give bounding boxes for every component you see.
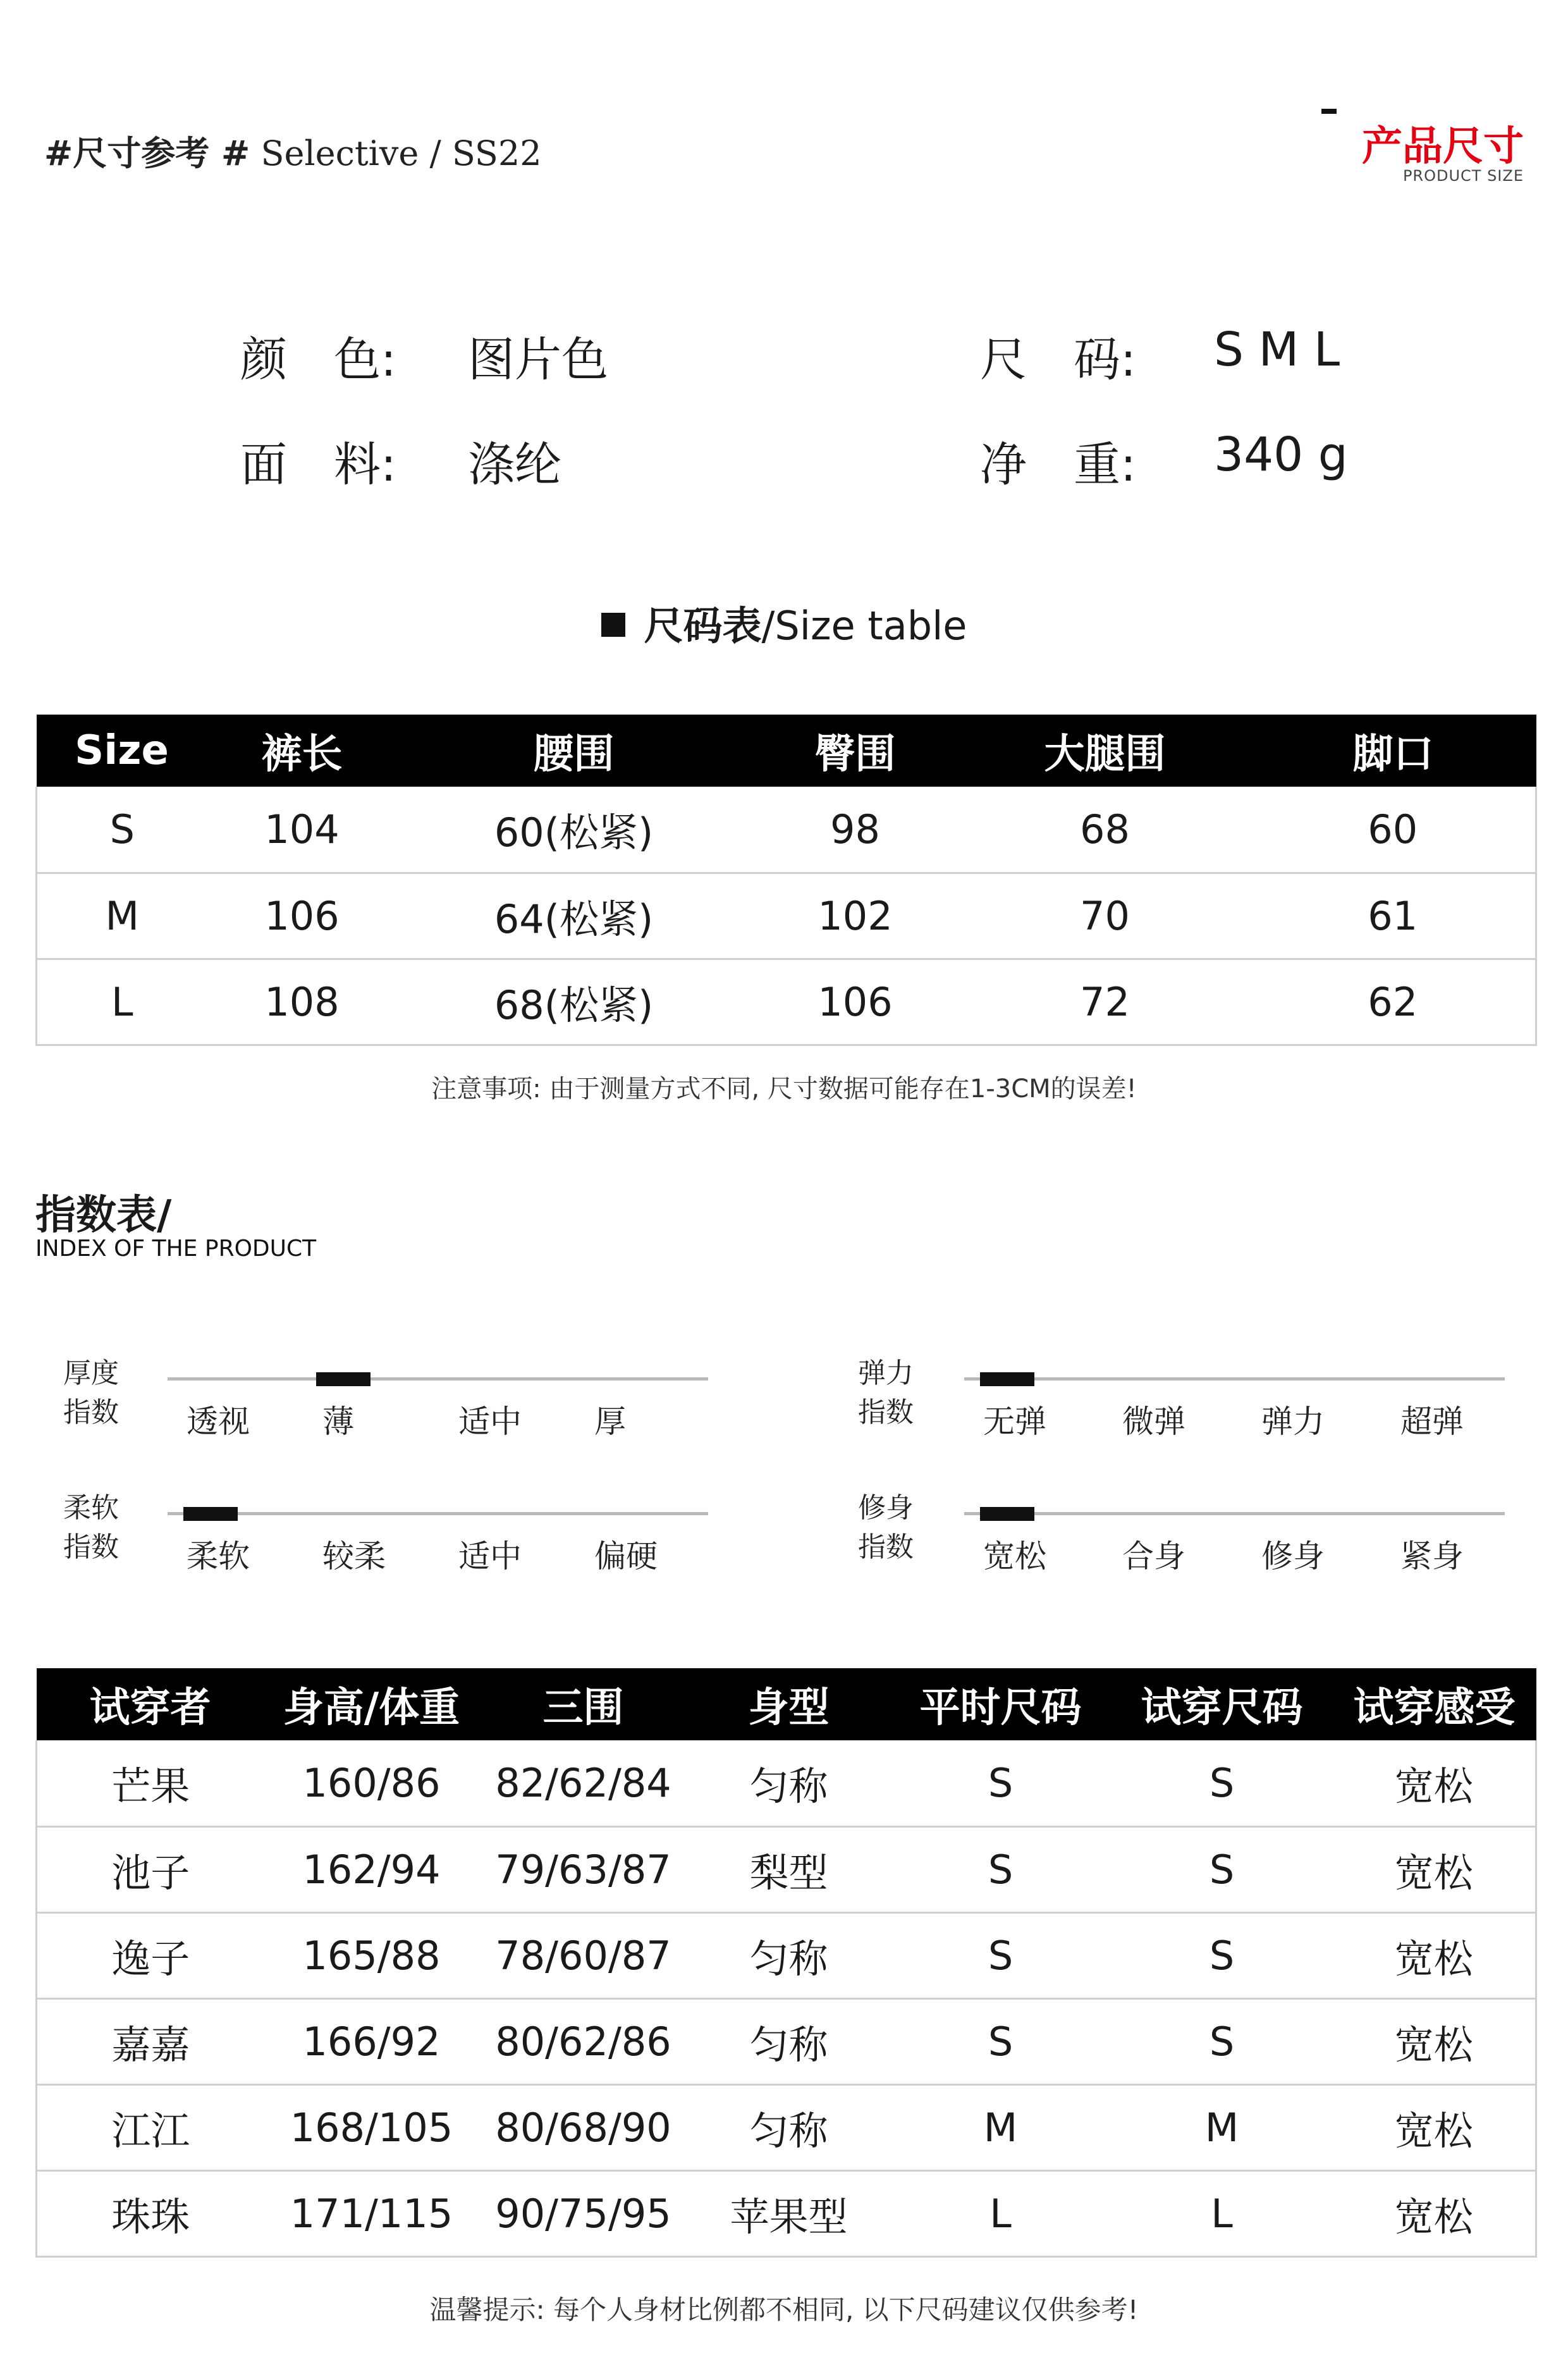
table-cell: S xyxy=(890,1740,1112,1826)
table-cell: 79/63/87 xyxy=(479,1826,688,1912)
table-cell: 80/68/90 xyxy=(479,2084,688,2170)
table-cell: 珠珠 xyxy=(37,2170,264,2256)
index-label: 修身 xyxy=(858,1492,914,1524)
table-cell: 匀称 xyxy=(688,2084,890,2170)
brand-season-label: Selective / SS22 xyxy=(250,133,542,173)
index-marker xyxy=(183,1507,238,1521)
table-cell: 90/75/95 xyxy=(479,2170,688,2256)
index-track xyxy=(168,1512,708,1515)
index-track xyxy=(168,1377,708,1380)
size-table-header-row xyxy=(37,715,1536,787)
table-cell: M xyxy=(37,873,207,959)
table-cell: 171/115 xyxy=(264,2170,479,2256)
table-cell: S xyxy=(1112,1912,1333,1998)
product-size-dash xyxy=(1321,109,1337,114)
fabric-value: 涤纶 xyxy=(468,438,561,492)
table-row xyxy=(37,959,1536,1045)
color-value: 图片色 xyxy=(468,333,608,387)
table-cell: 60 xyxy=(1251,787,1536,873)
index-option: 薄 xyxy=(322,1403,354,1440)
column-header: 裤长 xyxy=(207,715,397,787)
table-cell: S xyxy=(37,787,207,873)
size-table-heading xyxy=(0,594,1568,651)
table-cell: L xyxy=(890,2170,1112,2256)
index-option: 偏硬 xyxy=(594,1538,658,1575)
table-cell: S xyxy=(1112,1740,1333,1826)
table-cell: 68 xyxy=(960,787,1251,873)
table-cell: 68(松紧) xyxy=(397,959,751,1045)
index-option: 透视 xyxy=(187,1403,250,1440)
index-marker xyxy=(316,1372,371,1386)
table-cell: 64(松紧) xyxy=(397,873,751,959)
size-label: 尺 码: xyxy=(980,333,1136,387)
table-cell: 池子 xyxy=(37,1826,264,1912)
table-cell: 166/92 xyxy=(264,1998,479,2084)
column-header: 试穿尺码 xyxy=(1112,1668,1333,1740)
index-label: 弹力 xyxy=(858,1357,914,1389)
index-option: 无弹 xyxy=(983,1403,1046,1440)
product-size-subtitle: PRODUCT SIZE xyxy=(1402,167,1524,185)
index-marker xyxy=(980,1507,1034,1521)
index-title: 指数表/ xyxy=(35,1192,172,1239)
tryon-note: 温馨提示: 每个人身材比例都不相同, 以下尺码建议仅供参考! xyxy=(429,2294,1139,2325)
product-size-title: 产品尺寸 xyxy=(1362,123,1524,170)
table-cell: 168/105 xyxy=(264,2084,479,2170)
table-row xyxy=(37,1740,1536,1826)
table-cell: 106 xyxy=(207,873,397,959)
table-cell: 匀称 xyxy=(688,1998,890,2084)
measurement-note: 注意事项: 由于测量方式不同, 尺寸数据可能存在1-3CM的误差! xyxy=(431,1074,1137,1104)
column-header: Size xyxy=(37,715,207,787)
table-cell: 宽松 xyxy=(1333,1912,1536,1998)
table-cell: S xyxy=(890,1826,1112,1912)
table-cell: 梨型 xyxy=(688,1826,890,1912)
table-cell: 80/62/86 xyxy=(479,1998,688,2084)
size-table-title-en: /Size table xyxy=(761,603,967,649)
table-cell: S xyxy=(1112,1998,1333,2084)
column-header: 平时尺码 xyxy=(890,1668,1112,1740)
table-cell: 匀称 xyxy=(688,1740,890,1826)
index-option: 微弹 xyxy=(1122,1403,1185,1440)
table-cell: 82/62/84 xyxy=(479,1740,688,1826)
reference-tag-prefix: #尺寸参考 # xyxy=(44,133,250,173)
table-cell: 苹果型 xyxy=(688,2170,890,2256)
column-header: 身高/体重 xyxy=(264,1668,479,1740)
size-table-title: 尺码表 xyxy=(644,603,762,649)
table-cell: 106 xyxy=(751,959,960,1045)
fabric-label: 面 料: xyxy=(240,438,396,492)
index-track xyxy=(964,1512,1505,1515)
table-cell: L xyxy=(37,959,207,1045)
weight-label: 净 重: xyxy=(980,438,1136,492)
table-row xyxy=(37,873,1536,959)
table-cell: 98 xyxy=(751,787,960,873)
tryon-table-header-row xyxy=(37,1668,1536,1740)
table-cell: 逸子 xyxy=(37,1912,264,1998)
index-option: 较柔 xyxy=(322,1538,386,1575)
index-option: 超弹 xyxy=(1400,1403,1464,1440)
index-option: 弹力 xyxy=(1261,1403,1325,1440)
table-cell: 宽松 xyxy=(1333,1998,1536,2084)
index-option: 适中 xyxy=(458,1538,522,1575)
square-bullet-icon xyxy=(601,613,625,637)
table-cell: 宽松 xyxy=(1333,2170,1536,2256)
weight-value: 340 g xyxy=(1214,427,1348,482)
table-cell: 江江 xyxy=(37,2084,264,2170)
table-row xyxy=(37,787,1536,873)
table-cell: 60(松紧) xyxy=(397,787,751,873)
table-cell: S xyxy=(1112,1826,1333,1912)
size-table xyxy=(35,715,1537,1046)
table-cell: 104 xyxy=(207,787,397,873)
index-track xyxy=(964,1377,1505,1380)
table-cell: 宽松 xyxy=(1333,1826,1536,1912)
table-cell: 160/86 xyxy=(264,1740,479,1826)
index-option: 柔软 xyxy=(187,1538,250,1575)
index-option: 合身 xyxy=(1122,1538,1185,1575)
column-header: 三围 xyxy=(479,1668,688,1740)
index-option: 厚 xyxy=(594,1403,626,1440)
table-cell: 62 xyxy=(1251,959,1536,1045)
table-row xyxy=(37,2170,1536,2256)
table-cell: 72 xyxy=(960,959,1251,1045)
column-header: 大腿围 xyxy=(960,715,1251,787)
table-cell: 165/88 xyxy=(264,1912,479,1998)
table-row xyxy=(37,1826,1536,1912)
index-marker xyxy=(980,1372,1034,1386)
table-cell: M xyxy=(890,2084,1112,2170)
table-row xyxy=(37,1912,1536,1998)
table-row xyxy=(37,1998,1536,2084)
table-cell: 102 xyxy=(751,873,960,959)
table-cell: 宽松 xyxy=(1333,2084,1536,2170)
column-header: 腰围 xyxy=(397,715,751,787)
color-label: 颜 色: xyxy=(240,333,396,387)
table-cell: S xyxy=(890,1998,1112,2084)
index-label: 指数 xyxy=(63,1396,119,1429)
index-option: 紧身 xyxy=(1400,1538,1464,1575)
index-label: 指数 xyxy=(858,1531,914,1563)
table-cell: 嘉嘉 xyxy=(37,1998,264,2084)
index-subtitle: INDEX OF THE PRODUCT xyxy=(35,1236,317,1262)
table-cell: L xyxy=(1112,2170,1333,2256)
table-cell: 宽松 xyxy=(1333,1740,1536,1826)
table-row xyxy=(37,2084,1536,2170)
index-label: 指数 xyxy=(63,1531,119,1563)
index-label: 厚度 xyxy=(63,1357,119,1389)
index-label: 指数 xyxy=(858,1396,914,1429)
size-value: S M L xyxy=(1214,323,1340,377)
column-header: 试穿感受 xyxy=(1333,1668,1536,1740)
column-header: 身型 xyxy=(688,1668,890,1740)
table-cell: 芒果 xyxy=(37,1740,264,1826)
column-header: 臀围 xyxy=(751,715,960,787)
index-option: 宽松 xyxy=(983,1538,1046,1575)
table-cell: 61 xyxy=(1251,873,1536,959)
table-cell: 匀称 xyxy=(688,1912,890,1998)
index-option: 修身 xyxy=(1261,1538,1325,1575)
table-cell: 108 xyxy=(207,959,397,1045)
table-cell: 162/94 xyxy=(264,1826,479,1912)
column-header: 脚口 xyxy=(1251,715,1536,787)
index-option: 适中 xyxy=(458,1403,522,1440)
table-cell: 78/60/87 xyxy=(479,1912,688,1998)
index-label: 柔软 xyxy=(63,1492,119,1524)
column-header: 试穿者 xyxy=(37,1668,264,1740)
tryon-table xyxy=(35,1668,1537,2258)
table-cell: 70 xyxy=(960,873,1251,959)
reference-tag xyxy=(44,126,542,175)
table-cell: M xyxy=(1112,2084,1333,2170)
table-cell: S xyxy=(890,1912,1112,1998)
